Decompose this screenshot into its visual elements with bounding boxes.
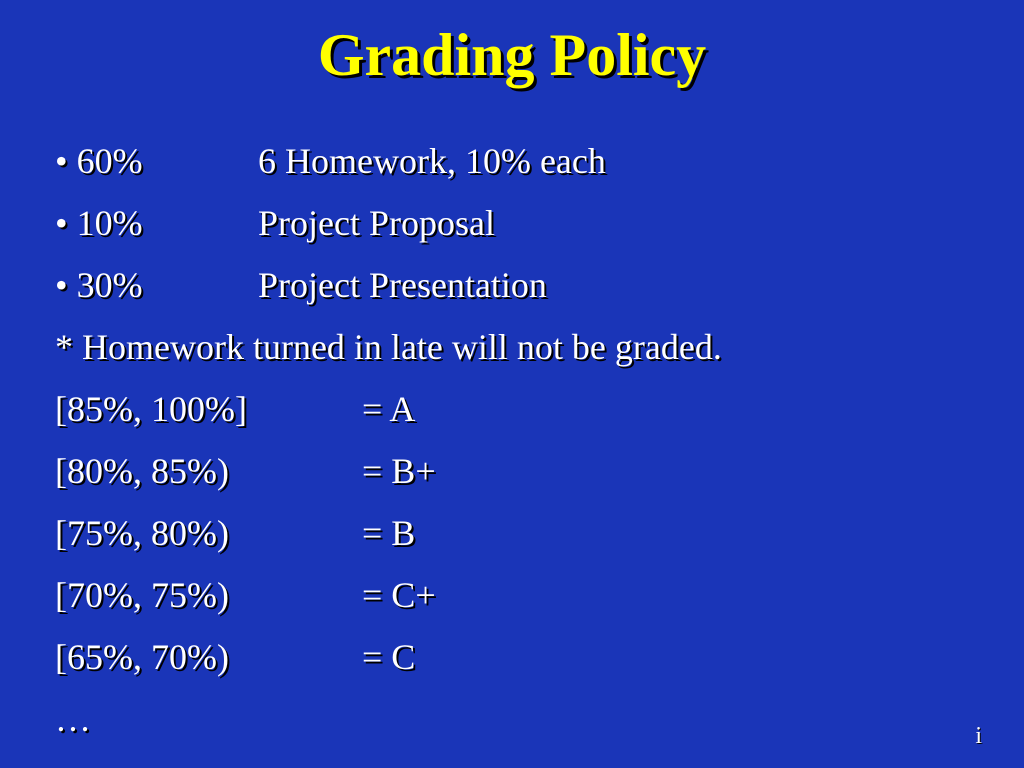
weight-item: Project Proposal <box>258 203 495 243</box>
slide-body <box>55 130 995 750</box>
slide-title: Grading Policy <box>317 22 707 88</box>
late-policy-text: * Homework turned in late will not be graded. <box>55 327 722 367</box>
weight-percent: • 10% <box>55 203 143 243</box>
late-policy-note <box>55 316 995 378</box>
page-number: i <box>975 723 982 749</box>
grade-row <box>55 502 995 564</box>
grade-letter: = B+ <box>362 451 436 491</box>
grade-row <box>55 378 995 440</box>
grade-row <box>55 564 995 626</box>
grade-range: [75%, 80%) <box>55 513 229 553</box>
weight-percent: • 60% <box>55 141 143 181</box>
grade-range: [85%, 100%] <box>55 389 247 429</box>
weight-item: Project Presentation <box>258 265 547 305</box>
grade-row <box>55 626 995 688</box>
grade-range: [65%, 70%) <box>55 637 229 677</box>
grade-range: [80%, 85%) <box>55 451 229 491</box>
grade-letter: = C+ <box>362 575 436 615</box>
weight-item: 6 Homework, 10% each <box>258 141 606 181</box>
weight-percent: • 30% <box>55 265 143 305</box>
grade-letter: = B <box>362 513 416 553</box>
grade-letter: = A <box>362 389 416 429</box>
weight-row <box>55 254 995 316</box>
ellipsis: … <box>55 699 91 739</box>
weight-row <box>55 192 995 254</box>
grade-row <box>55 440 995 502</box>
ellipsis-row <box>55 688 995 750</box>
grade-range: [70%, 75%) <box>55 575 229 615</box>
grade-letter: = C <box>362 637 416 677</box>
weight-row <box>55 130 995 192</box>
